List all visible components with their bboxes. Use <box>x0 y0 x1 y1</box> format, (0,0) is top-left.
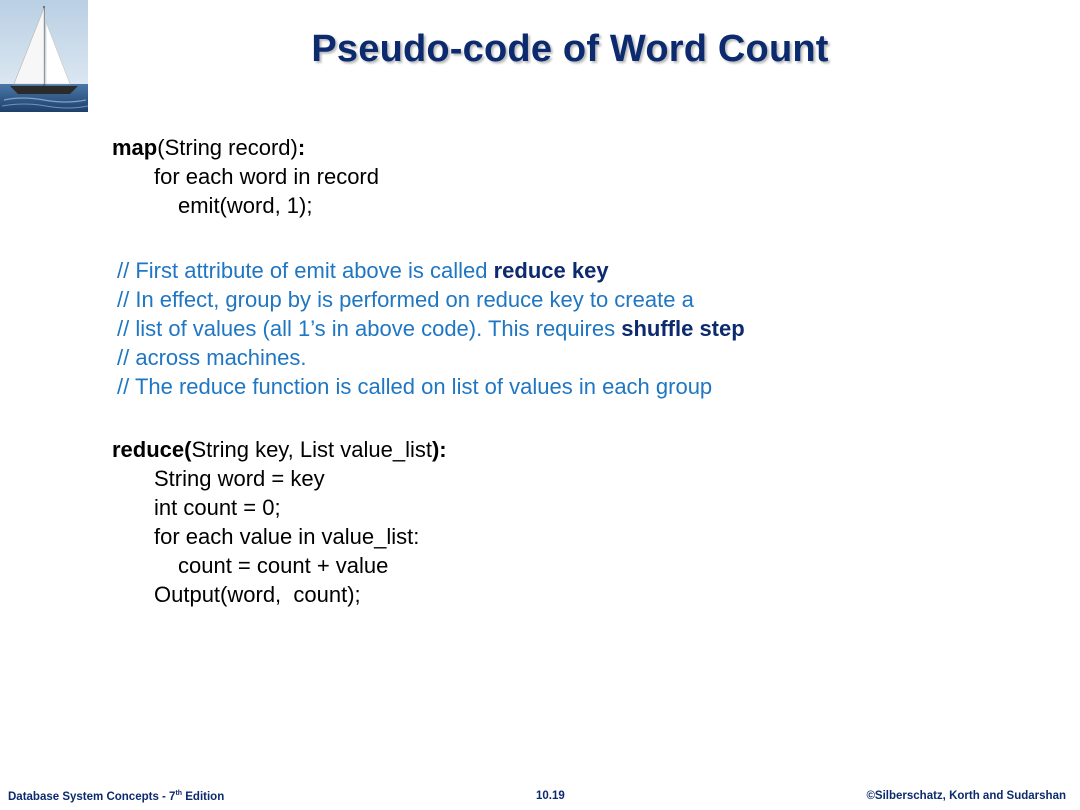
reduce-line-4: count = count + value <box>178 553 389 578</box>
reduce-line-2: int count = 0; <box>154 495 281 520</box>
map-function-block <box>112 133 379 220</box>
shuffle-step-term: shuffle step <box>621 316 745 341</box>
reduce-params: String key, List value_list <box>191 437 432 462</box>
map-keyword: map <box>112 135 158 160</box>
footer-copyright: ©Silberschatz, Korth and Sudarshan <box>866 790 1066 802</box>
footer-book-title <box>8 790 224 803</box>
map-signature <box>112 133 379 162</box>
map-emit-line: emit(word, 1); <box>178 193 313 218</box>
reduce-line-3: for each value in value_list: <box>154 524 420 549</box>
comment-text: // list of values (all 1’s in above code). This requires <box>117 316 622 341</box>
map-loop-line: for each word in record <box>154 164 379 189</box>
slide-number: 10.19 <box>536 790 565 802</box>
comment-line-2: // In effect, group by is performed on reduce key to create a <box>117 287 694 312</box>
reduce-line-1: String word = key <box>154 466 325 491</box>
footer-book-text: Database System Concepts - 7 <box>8 790 176 803</box>
comment-text: // First attribute of emit above is called <box>117 258 494 283</box>
map-colon: : <box>297 135 306 160</box>
comment-block <box>117 256 745 401</box>
slide-footer <box>0 790 1080 810</box>
comment-line-4: // across machines. <box>117 345 307 370</box>
map-params: (String record) <box>157 135 298 160</box>
comment-line-3 <box>117 314 745 343</box>
reduce-key-term: reduce key <box>493 258 609 283</box>
reduce-signature <box>112 435 447 464</box>
slide-title: Pseudo-code of Word Count <box>311 28 829 70</box>
reduce-line-5: Output(word, count); <box>154 582 361 607</box>
footer-edition: Edition <box>182 790 225 803</box>
comment-line-5: // The reduce function is called on list of values in each group <box>117 374 713 399</box>
reduce-function-block <box>112 435 447 609</box>
reduce-keyword: reduce( <box>112 437 192 462</box>
footer-sup: th <box>175 790 183 797</box>
comment-line-1 <box>117 256 745 285</box>
reduce-close: ): <box>431 437 447 462</box>
